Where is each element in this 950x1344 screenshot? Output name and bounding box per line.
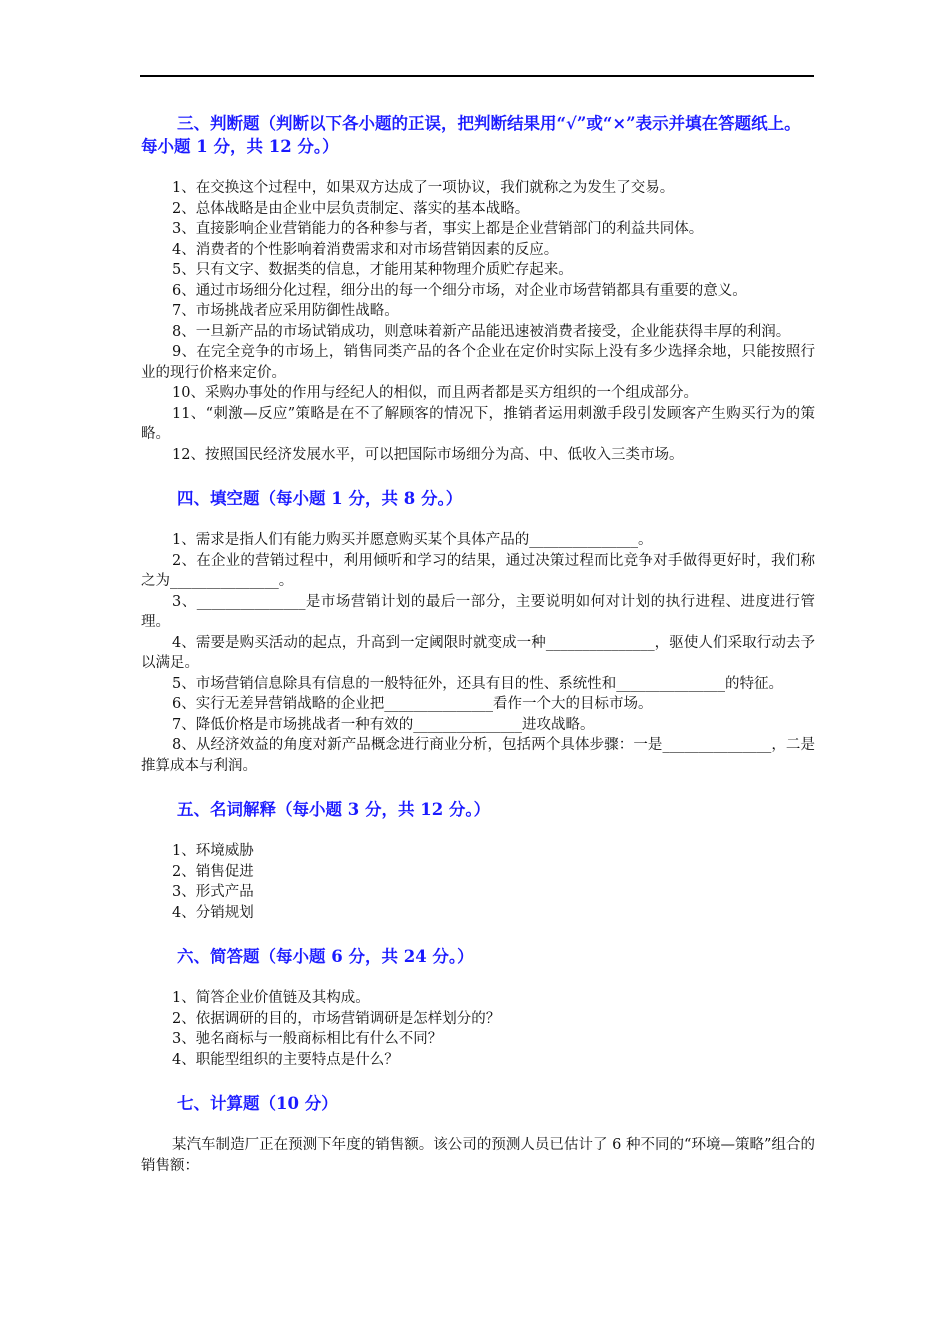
list-item: 7、市场挑战者应采用防御性战略。 (172, 303, 399, 319)
list-item: 1、环境威胁 (172, 843, 254, 859)
list-item: 5、市场营销信息除具有信息的一般特征外，还具有目的性、系统性和_______________的特征。 (172, 675, 783, 692)
list-item: 8、一旦新产品的市场试销成功，则意味着新产品能迅速被消费者接受，企业能获得丰厚的利润。 (172, 323, 791, 340)
list-item: 3、_______________是市场营销计划的最后一部分，主要说明如何对计划的执行进程、进度进行管理。 (141, 593, 815, 630)
list-item: 4、需要是购买活动的起点，升高到一定阈限时就变成一种_______________，驱使人们采取行动去予以满足。 (141, 634, 815, 671)
list-item: 3、直接影响企业营销能力的各种参与者，事实上都是企业营销部门的利益共同体。 (172, 221, 704, 237)
section-heading-calculation: 七、计算题（10 分） (177, 1094, 338, 1113)
list-item: 2、依据调研的目的，市场营销调研是怎样划分的？ (172, 1010, 501, 1027)
list-item: 8、从经济效益的角度对新产品概念进行商业分析，包括两个具体步骤：一是_______________，二是推算成本与利润。 (141, 737, 815, 774)
list-item: 2、在企业的营销过程中，利用倾听和学习的结果，通过决策过程而比竞争对手做得更好时，我们称之为_______________。 (141, 552, 815, 589)
list-item: 9、在完全竞争的市场上，销售同类产品的各个企业在定价时实际上没有多少选择余地，只能按照行业的现行价格来定价。 (141, 344, 815, 381)
list-item: 6、实行无差异营销战略的企业把_______________看作一个大的目标市场。 (172, 696, 653, 712)
list-item: 3、驰名商标与一般商标相比有什么不同？ (172, 1031, 443, 1047)
list-item: 5、只有文字、数据类的信息，才能用某种物理介质贮存起来。 (172, 262, 573, 278)
list-item: 2、销售促进 (172, 863, 254, 880)
list-item: 11、“刺激—反应”策略是在不了解顾客的情况下，推销者运用刺激手段引发顾客产生购买行为的策略。 (141, 405, 815, 442)
list-item: 12、按照国民经济发展水平，可以把国际市场细分为高、中、低收入三类市场。 (172, 446, 684, 463)
section-heading-terms: 五、名词解释（每小题 3 分，共 12 分。） (177, 800, 491, 819)
list-item: 4、职能型组织的主要特点是什么？ (172, 1051, 399, 1068)
list-item: 1、在交换这个过程中，如果双方达成了一项协议，我们就称之为发生了交易。 (172, 180, 675, 196)
list-item: 4、消费者的个性影响着消费需求和对市场营销因素的反应。 (172, 241, 559, 258)
section-heading-short-answer: 六、简答题（每小题 6 分，共 24 分。） (177, 947, 474, 966)
header-rule (140, 75, 814, 77)
list-item: 1、需求是指人们有能力购买并愿意购买某个具体产品的_______________。 (172, 532, 653, 548)
section-heading-judgment: 三、判断题（判断以下各小题的正误，把判断结果用“√”或“×”表示并填在答题纸上。每小题 1 分，共 12 分。） (141, 114, 801, 156)
page-content (141, 112, 815, 1176)
list-item: 4、分销规划 (172, 904, 254, 921)
list-item: 7、降低价格是市场挑战者一种有效的_______________进攻战略。 (172, 716, 595, 733)
list-item: 2、总体战略是由企业中层负责制定、落实的基本战略。 (172, 200, 530, 217)
paragraph: 某汽车制造厂正在预测下年度的销售额。该公司的预测人员已估计了 6 种不同的“环境—策略”组合的销售额： (141, 1137, 815, 1174)
list-item: 3、形式产品 (172, 884, 254, 900)
section-heading-fill-blank: 四、填空题（每小题 1 分，共 8 分。） (177, 489, 463, 508)
list-item: 6、通过市场细分化过程，细分出的每一个细分市场，对企业市场营销都具有重要的意义。 (172, 282, 747, 299)
list-item: 10、采购办事处的作用与经纪人的相似，而且两者都是买方组织的一个组成部分。 (172, 385, 698, 401)
list-item: 1、简答企业价值链及其构成。 (172, 990, 370, 1006)
